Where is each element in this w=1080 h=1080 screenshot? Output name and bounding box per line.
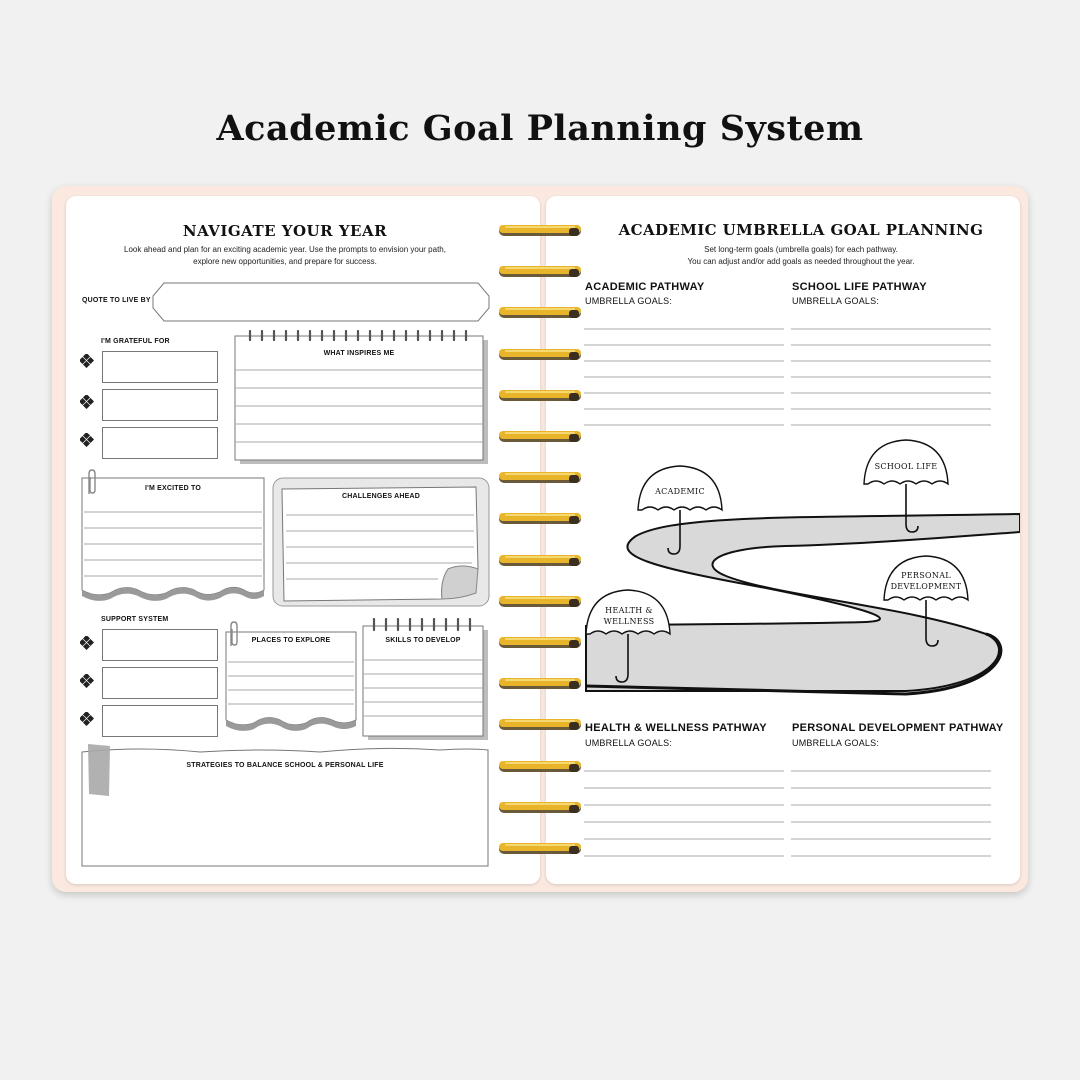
grateful-field-1[interactable] <box>102 351 218 383</box>
inspires-label: WHAT INSPIRES ME <box>323 350 395 357</box>
umbrella-academic-label: ACADEMIC <box>655 487 705 496</box>
places-card[interactable] <box>224 628 358 738</box>
grateful-field-2[interactable] <box>102 389 218 421</box>
health-pathway-title: HEALTH & WELLNESS PATHWAY <box>585 722 767 734</box>
diamond-bullet-icon <box>80 433 94 447</box>
left-page <box>66 196 540 884</box>
diamond-bullet-icon <box>80 674 94 688</box>
umbrella-health-icon <box>584 588 674 688</box>
personal-goal-lines[interactable] <box>791 748 993 872</box>
spiral-ring <box>497 348 583 364</box>
support-label: SUPPORT SYSTEM <box>101 616 169 623</box>
academic-pathway-title: ACADEMIC PATHWAY <box>585 281 705 293</box>
diamond-bullet-icon <box>80 354 94 368</box>
right-heading: ACADEMIC UMBRELLA GOAL PLANNING <box>618 221 984 239</box>
school-life-pathway-title: SCHOOL LIFE PATHWAY <box>792 281 927 293</box>
academic-umbrella-goals-label: UMBRELLA GOALS: <box>585 296 673 306</box>
spiral-ring <box>497 554 583 570</box>
health-goal-lines[interactable] <box>584 748 786 872</box>
spiral-ring <box>497 636 583 652</box>
left-heading: NAVIGATE YOUR YEAR <box>182 222 388 240</box>
personal-umbrella-goals-label: UMBRELLA GOALS: <box>792 738 880 748</box>
personal-pathway-title: PERSONAL DEVELOPMENT PATHWAY <box>792 722 1004 734</box>
academic-goal-lines[interactable] <box>584 306 786 428</box>
spiral-ring <box>497 760 583 776</box>
right-page <box>546 196 1020 884</box>
grateful-field-3[interactable] <box>102 427 218 459</box>
umbrella-academic-icon <box>634 464 726 560</box>
quote-field[interactable] <box>152 282 490 322</box>
right-intro-line-2: You can adjust and/or add goals as needed throughout the year. <box>687 257 915 266</box>
umbrella-personal-label-1: PERSONAL <box>901 571 951 580</box>
strategies-label: STRATEGIES TO BALANCE SCHOOL & PERSONAL LIFE <box>186 762 384 769</box>
spiral-ring <box>497 801 583 817</box>
spiral-ring <box>497 306 583 322</box>
left-intro-line-1: Look ahead and plan for an exciting academic year. Use the prompts to envision your path, <box>124 245 446 254</box>
page-title: Academic Goal Planning System <box>216 108 864 149</box>
support-field-1[interactable] <box>102 629 218 661</box>
umbrella-school-life-label: SCHOOL LIFE <box>874 462 938 471</box>
spiral-ring <box>497 265 583 281</box>
challenges-label: CHALLENGES AHEAD <box>342 493 420 500</box>
diamond-bullet-icon <box>80 636 94 650</box>
spiral-ring <box>497 430 583 446</box>
spiral-ring <box>497 389 583 405</box>
umbrella-school-life-icon <box>862 438 952 534</box>
umbrella-health-label-1: HEALTH & <box>605 606 653 615</box>
spiral-ring <box>497 595 583 611</box>
umbrella-health-label-2: WELLNESS <box>603 617 655 626</box>
school-life-goal-lines[interactable] <box>791 306 993 428</box>
spiral-ring <box>497 471 583 487</box>
left-intro-line-2: explore new opportunities, and prepare for success. <box>193 257 377 266</box>
spiral-ring <box>497 718 583 734</box>
grateful-label: I'M GRATEFUL FOR <box>101 338 170 345</box>
support-field-3[interactable] <box>102 705 218 737</box>
diamond-bullet-icon <box>80 395 94 409</box>
health-umbrella-goals-label: UMBRELLA GOALS: <box>585 738 673 748</box>
skills-label: SKILLS TO DEVELOP <box>385 637 461 644</box>
excited-label: I'M EXCITED TO <box>144 485 202 492</box>
paperclip-icon <box>84 468 100 498</box>
quote-label: QUOTE TO LIVE BY <box>82 297 151 304</box>
diamond-bullet-icon <box>80 712 94 726</box>
paperclip-icon <box>226 620 242 650</box>
right-intro-line-1: Set long-term goals (umbrella goals) for each pathway. <box>704 245 898 254</box>
support-field-2[interactable] <box>102 667 218 699</box>
spiral-ring <box>497 842 583 858</box>
spiral-ring <box>497 512 583 528</box>
places-label: PLACES TO EXPLORE <box>251 637 331 644</box>
spiral-ring <box>497 224 583 240</box>
umbrella-personal-icon <box>882 554 972 650</box>
spiral-ring <box>497 677 583 693</box>
tape-icon <box>86 742 112 798</box>
umbrella-personal-label-2: DEVELOPMENT <box>890 582 962 591</box>
school-life-umbrella-goals-label: UMBRELLA GOALS: <box>792 296 880 306</box>
